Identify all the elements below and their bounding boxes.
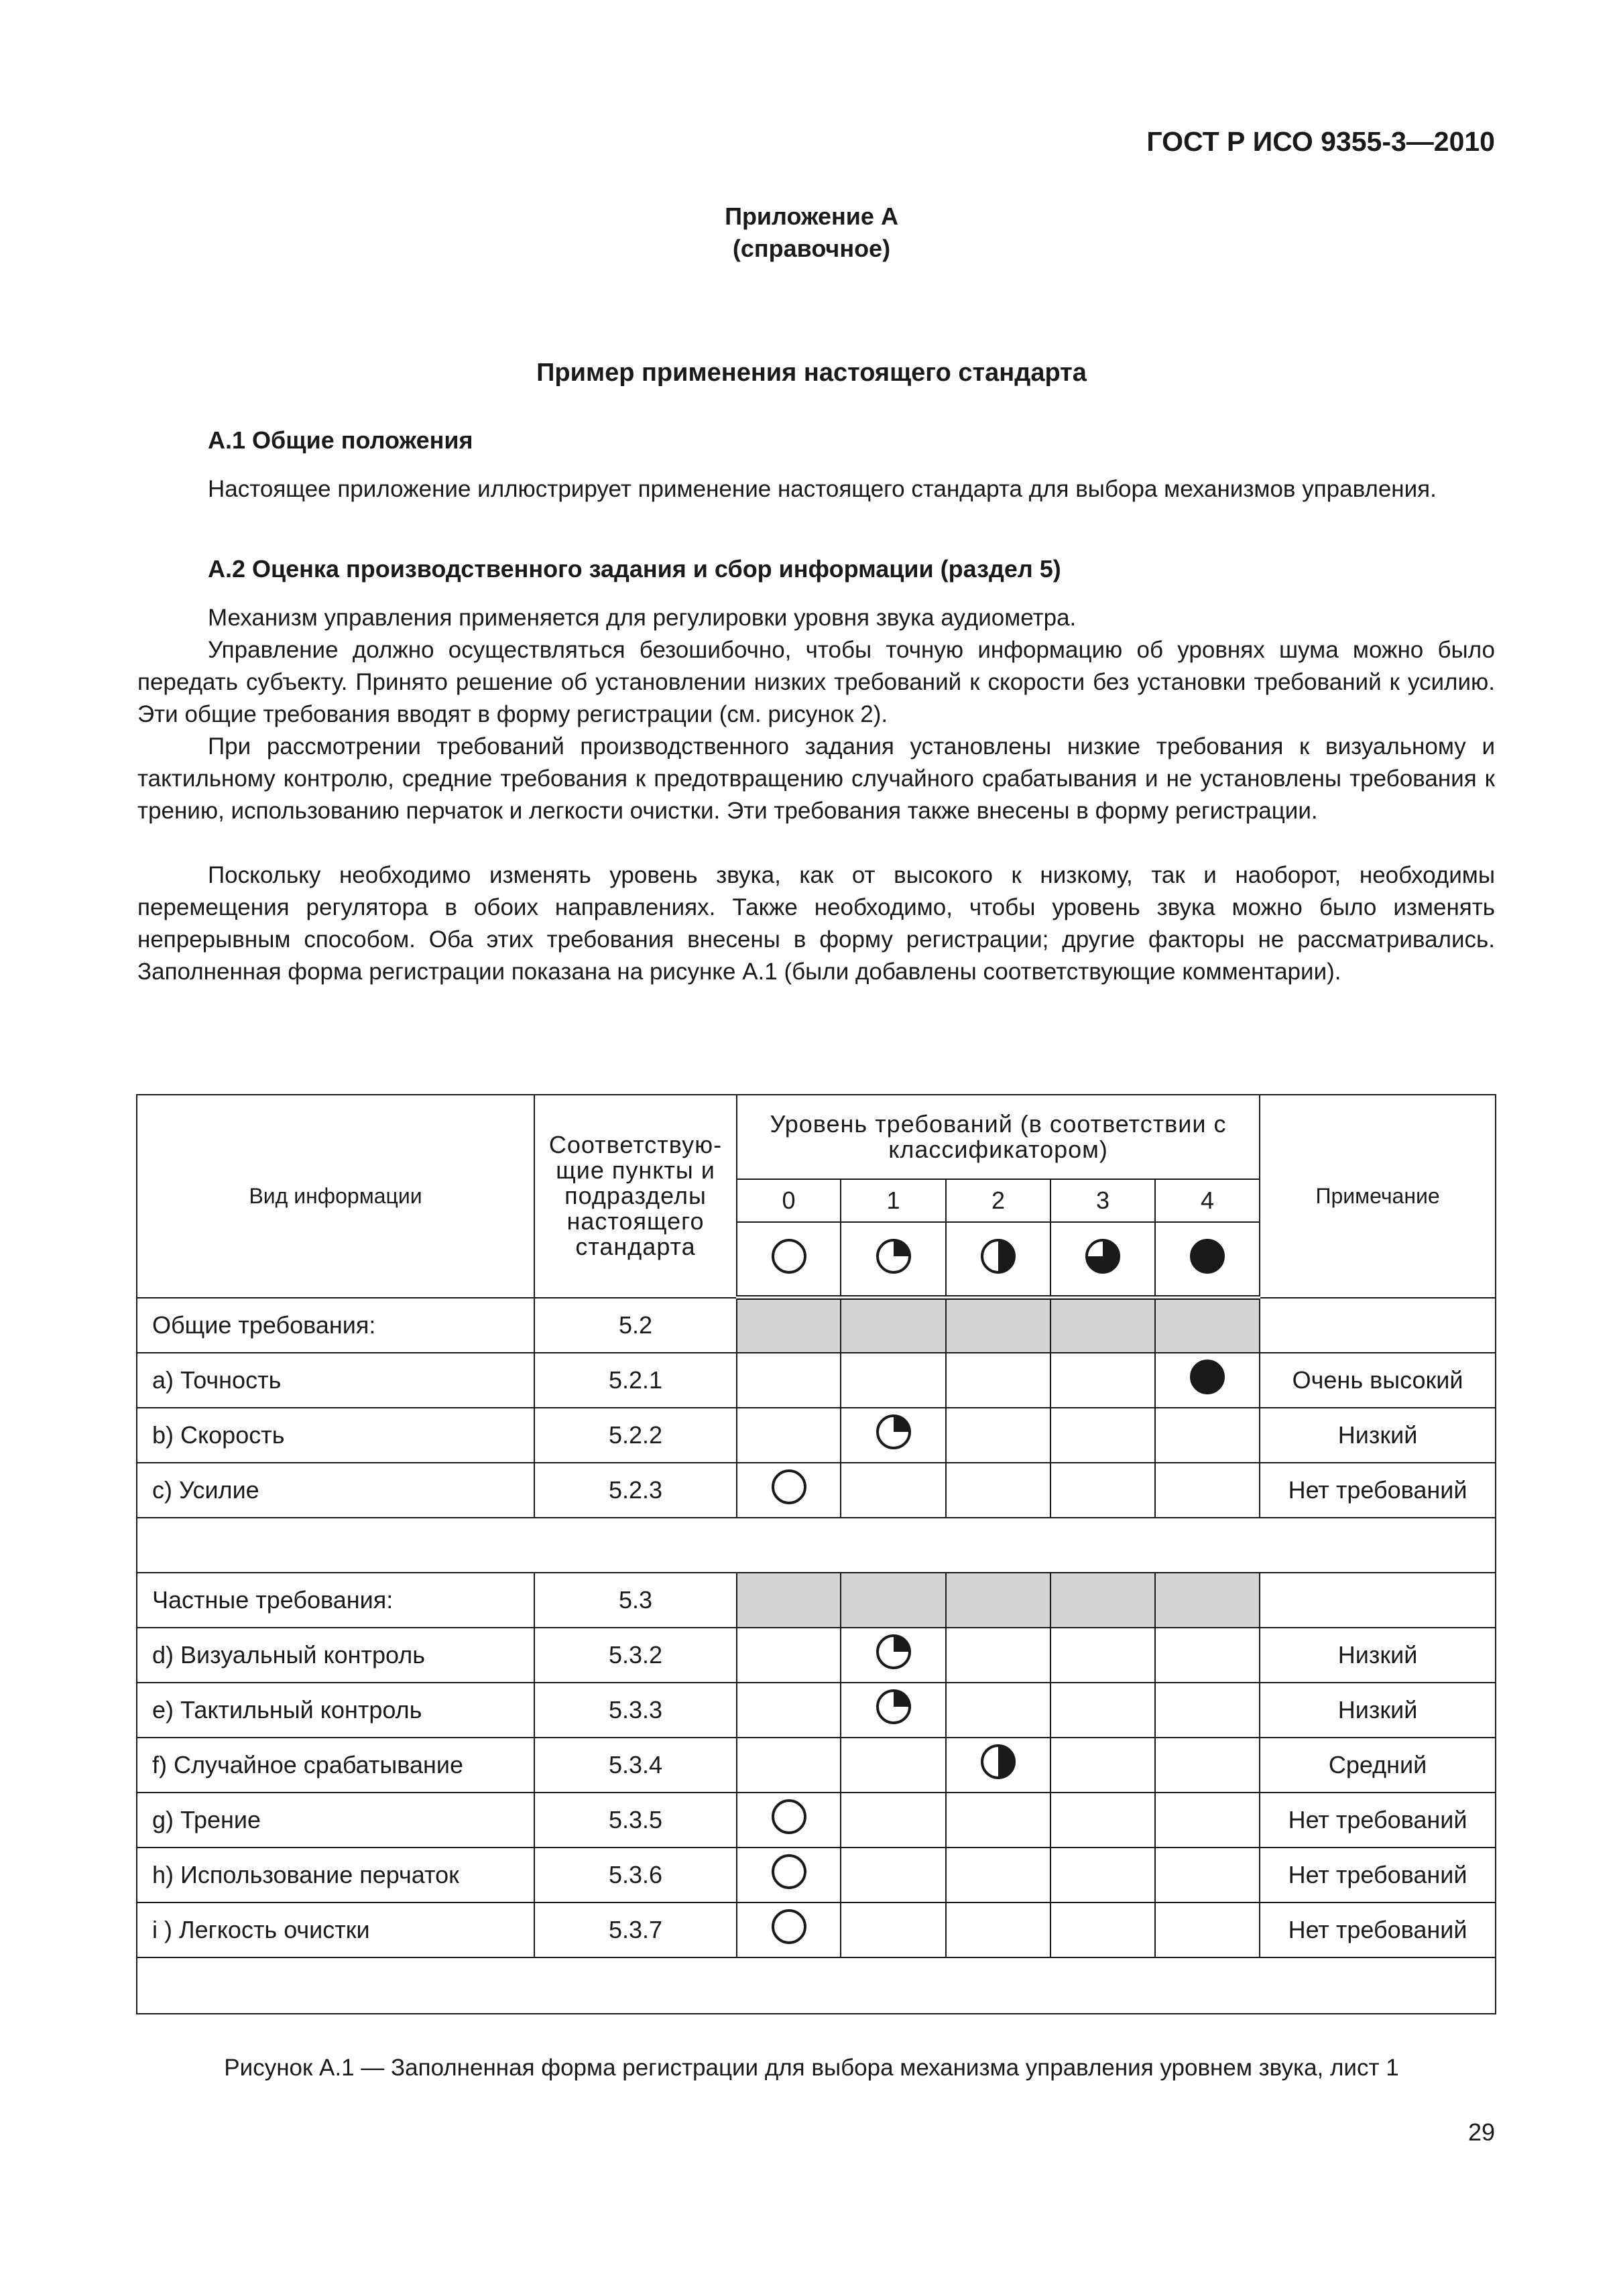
circle-quarter-icon xyxy=(875,1237,912,1281)
row-note xyxy=(1260,1573,1496,1628)
row-note xyxy=(1260,1298,1496,1353)
row-note: Низкий xyxy=(1260,1683,1496,1738)
row-level-cell-0 xyxy=(737,1738,841,1793)
row-name: Общие требования: xyxy=(137,1298,534,1353)
row-level-cell-3 xyxy=(1050,1628,1155,1683)
row-reference: 5.3.3 xyxy=(534,1683,737,1738)
table-group-row xyxy=(137,1298,1496,1353)
row-reference: 5.2.3 xyxy=(534,1463,737,1518)
row-reference: 5.2.1 xyxy=(534,1353,737,1408)
row-name: d) Визуальный контроль xyxy=(137,1628,534,1683)
table-row xyxy=(137,1408,1496,1463)
circle-empty-icon xyxy=(770,1908,808,1951)
level-number-2: 2 xyxy=(946,1179,1050,1222)
table-row xyxy=(137,1848,1496,1902)
section-title: Пример применения настоящего стандарта xyxy=(536,359,1087,387)
row-note: Нет требований xyxy=(1260,1793,1496,1848)
table-row xyxy=(137,1738,1496,1793)
row-name: Частные требования: xyxy=(137,1573,534,1628)
row-name: b) Скорость xyxy=(137,1408,534,1463)
level-symbol-cell-0 xyxy=(737,1222,841,1298)
row-level-cell-2 xyxy=(946,1298,1050,1353)
row-level-cell-0 xyxy=(737,1408,841,1463)
table-row xyxy=(137,1902,1496,1957)
row-note: Низкий xyxy=(1260,1628,1496,1683)
row-level-cell-2 xyxy=(946,1848,1050,1902)
document-code: ГОСТ Р ИСО 9355-3—2010 xyxy=(1146,126,1495,157)
a2-paragraph-1: Механизм управления применяется для регулировки уровня звука аудиометра. xyxy=(208,605,1077,631)
row-level-cell-3 xyxy=(1050,1573,1155,1628)
row-note: Очень высокий xyxy=(1260,1353,1496,1408)
level-number-0: 0 xyxy=(737,1179,841,1222)
row-reference: 5.3.4 xyxy=(534,1738,737,1793)
row-note: Низкий xyxy=(1260,1408,1496,1463)
row-level-cell-0 xyxy=(737,1683,841,1738)
row-level-cell-1 xyxy=(841,1738,946,1793)
row-note: Нет требований xyxy=(1260,1902,1496,1957)
row-level-cell-4 xyxy=(1155,1793,1260,1848)
row-level-cell-0 xyxy=(737,1628,841,1683)
row-level-cell-1 xyxy=(841,1353,946,1408)
row-level-cell-1 xyxy=(841,1573,946,1628)
level-number-4: 4 xyxy=(1155,1179,1260,1222)
row-level-cell-3 xyxy=(1050,1793,1155,1848)
circle-full-icon xyxy=(1189,1237,1226,1281)
row-level-cell-1 xyxy=(841,1683,946,1738)
row-level-cell-4 xyxy=(1155,1902,1260,1957)
row-level-cell-3 xyxy=(1050,1408,1155,1463)
header-requirement-level: Уровень требований (в соответствии с классификатором) xyxy=(737,1095,1260,1179)
table-group-row xyxy=(137,1573,1496,1628)
row-level-cell-2 xyxy=(946,1353,1050,1408)
circle-quarter-icon xyxy=(875,1413,912,1457)
circle-quarter-icon xyxy=(875,1633,912,1677)
row-level-cell-1 xyxy=(841,1848,946,1902)
level-number-1: 1 xyxy=(841,1179,946,1222)
row-level-cell-0 xyxy=(737,1793,841,1848)
circle-quarter-icon xyxy=(875,1688,912,1732)
page-number: 29 xyxy=(1467,2118,1495,2146)
row-note: Нет требований xyxy=(1260,1848,1496,1902)
blank-row xyxy=(137,1957,1496,2014)
row-level-cell-2 xyxy=(946,1683,1050,1738)
row-level-cell-3 xyxy=(1050,1738,1155,1793)
row-level-cell-2 xyxy=(946,1738,1050,1793)
row-level-cell-3 xyxy=(1050,1463,1155,1518)
row-name: c) Усилие xyxy=(137,1463,534,1518)
circle-full-icon xyxy=(1189,1358,1226,1402)
table-row xyxy=(137,1683,1496,1738)
row-name: a) Точность xyxy=(137,1353,534,1408)
row-level-cell-3 xyxy=(1050,1353,1155,1408)
row-level-cell-4 xyxy=(1155,1738,1260,1793)
row-reference: 5.3.7 xyxy=(534,1902,737,1957)
row-level-cell-1 xyxy=(841,1298,946,1353)
row-level-cell-0 xyxy=(737,1848,841,1902)
row-level-cell-0 xyxy=(737,1298,841,1353)
row-level-cell-3 xyxy=(1050,1298,1155,1353)
row-level-cell-0 xyxy=(737,1573,841,1628)
row-level-cell-1 xyxy=(841,1463,946,1518)
row-reference: 5.2 xyxy=(534,1298,737,1353)
a2-paragraph-3: При рассмотрении требований производственного задания установлены низкие требования к визуальному и тактильному контролю, средние требования к предотвращению случайного срабатывания и не установлены требования к трению, использованию перчаток и легкости очистки. Эти требования также внесены в форму регистрации. xyxy=(137,733,1495,824)
row-name: e) Тактильный контроль xyxy=(137,1683,534,1738)
row-name: i ) Легкость очистки xyxy=(137,1902,534,1957)
row-level-cell-4 xyxy=(1155,1353,1260,1408)
blank-row xyxy=(137,1518,1496,1573)
row-level-cell-2 xyxy=(946,1902,1050,1957)
row-reference: 5.2.2 xyxy=(534,1408,737,1463)
row-level-cell-4 xyxy=(1155,1298,1260,1353)
row-reference: 5.3.6 xyxy=(534,1848,737,1902)
a1-heading: А.1 Общие положения xyxy=(208,426,473,454)
row-note: Нет требований xyxy=(1260,1463,1496,1518)
row-level-cell-4 xyxy=(1155,1848,1260,1902)
circle-empty-icon xyxy=(770,1853,808,1896)
a2-paragraph-4: Поскольку необходимо изменять уровень звука, как от высокого к низкому, так и наоборот, необходимы перемещения регулятора в обоих направлениях. Также необходимо, чтобы уровень звука можно было изменять непрерывным способом. Оба этих требования внесены в форму регистрации; другие факторы не рассматривались. Заполненная форма регистрации показана на рисунке А.1 (были добавлены соответствующие комментарии). xyxy=(137,862,1495,985)
row-reference: 5.3.5 xyxy=(534,1793,737,1848)
row-level-cell-3 xyxy=(1050,1848,1155,1902)
row-level-cell-1 xyxy=(841,1408,946,1463)
row-level-cell-4 xyxy=(1155,1628,1260,1683)
header-reference: Соответствую-щие пункты и подразделы настоящего стандарта xyxy=(534,1095,737,1298)
level-symbol-cell-4 xyxy=(1155,1222,1260,1298)
row-name: h) Использование перчаток xyxy=(137,1848,534,1902)
a2-paragraph-2: Управление должно осуществляться безошибочно, чтобы точную информацию об уровнях шума можно было передать субъекту. Принято решение об установлении низких требований к скорости без установки требований к усилию. Эти общие требования вводят в форму регистрации (см. рисунок 2). xyxy=(137,637,1495,727)
registration-form-table xyxy=(136,1094,1495,2006)
table-row xyxy=(137,1793,1496,1848)
row-level-cell-0 xyxy=(737,1902,841,1957)
row-level-cell-0 xyxy=(737,1463,841,1518)
row-level-cell-3 xyxy=(1050,1902,1155,1957)
circle-half-icon xyxy=(979,1743,1017,1787)
level-number-3: 3 xyxy=(1050,1179,1155,1222)
header-note: Примечание xyxy=(1260,1095,1496,1298)
row-level-cell-4 xyxy=(1155,1463,1260,1518)
row-name: f) Случайное срабатывание xyxy=(137,1738,534,1793)
row-level-cell-4 xyxy=(1155,1683,1260,1738)
row-reference: 5.3.2 xyxy=(534,1628,737,1683)
row-level-cell-4 xyxy=(1155,1408,1260,1463)
row-level-cell-4 xyxy=(1155,1573,1260,1628)
level-symbol-cell-3 xyxy=(1050,1222,1155,1298)
circle-three-quarter-icon xyxy=(1084,1237,1122,1281)
circle-empty-icon xyxy=(770,1798,808,1841)
a1-paragraph: Настоящее приложение иллюстрирует применение настоящего стандарта для выбора механизмов управления. xyxy=(208,476,1437,502)
row-level-cell-0 xyxy=(737,1353,841,1408)
row-reference: 5.3 xyxy=(534,1573,737,1628)
appendix-title: Приложение А xyxy=(725,202,898,230)
row-level-cell-3 xyxy=(1050,1683,1155,1738)
circle-half-icon xyxy=(979,1237,1017,1281)
row-name: g) Трение xyxy=(137,1793,534,1848)
circle-empty-icon xyxy=(770,1468,808,1512)
row-note: Средний xyxy=(1260,1738,1496,1793)
a2-heading: А.2 Оценка производственного задания и сбор информации (раздел 5) xyxy=(208,555,1061,583)
row-level-cell-1 xyxy=(841,1902,946,1957)
table-row xyxy=(137,1353,1496,1408)
row-level-cell-2 xyxy=(946,1628,1050,1683)
level-symbol-cell-1 xyxy=(841,1222,946,1298)
circle-empty-icon xyxy=(770,1237,808,1281)
header-info-type: Вид информации xyxy=(137,1095,534,1298)
row-level-cell-2 xyxy=(946,1793,1050,1848)
row-level-cell-1 xyxy=(841,1628,946,1683)
row-level-cell-2 xyxy=(946,1573,1050,1628)
table-row xyxy=(137,1463,1496,1518)
row-level-cell-1 xyxy=(841,1793,946,1848)
row-level-cell-2 xyxy=(946,1463,1050,1518)
level-symbol-cell-2 xyxy=(946,1222,1050,1298)
table-row xyxy=(137,1628,1496,1683)
row-level-cell-2 xyxy=(946,1408,1050,1463)
figure-caption: Рисунок А.1 — Заполненная форма регистрации для выбора механизма управления уровнем звука, лист 1 xyxy=(224,2055,1399,2081)
appendix-subtitle: (справочное) xyxy=(732,235,891,262)
